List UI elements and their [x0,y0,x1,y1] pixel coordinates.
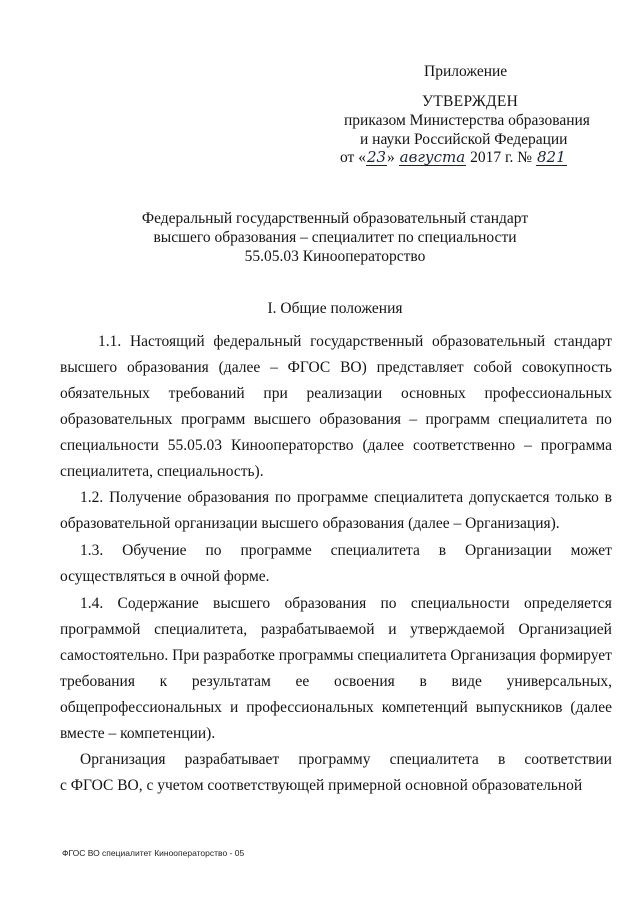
word: по [380,595,397,612]
paragraph-line [60,489,612,515]
word: – [270,359,278,376]
word: может [570,542,612,559]
word: и [388,621,397,638]
word: высшего [261,515,323,532]
word: профессиональных [484,385,612,402]
word: образования [127,359,209,376]
word: освоения [334,673,395,690]
word: основной [405,777,472,794]
word: специалитета, [154,621,248,638]
word: обязательных [60,385,150,402]
word: к [159,673,168,690]
paragraph-line [60,515,612,541]
word: Организация [450,647,536,664]
word: (далее [570,699,612,716]
word: в [438,542,447,559]
paragraph-line [60,725,612,751]
word: программы [278,647,354,664]
date-year: 2017 г. № [470,149,533,166]
word: Обучение [122,542,187,559]
word: образования [284,595,367,612]
word: компетенции). [120,725,216,742]
word: требования [60,673,135,690]
page-footer: ФГОС ВО специалитет Кинооператорство - 05 [62,848,245,858]
word: государственный [310,333,424,350]
word: – [453,515,466,532]
word: соответствующей [207,777,329,794]
word: представляет [376,359,464,376]
word: специалитета [373,489,464,506]
word: компетенций [381,699,468,716]
word: по [274,489,291,506]
word: Организации [465,542,552,559]
word: организации [174,515,262,532]
word: ФГОС [287,359,331,376]
paragraph-line [60,359,612,385]
word: учетом [157,777,208,794]
paragraph-line [60,437,612,463]
word: программой [60,621,141,638]
paragraph-1-3 [60,542,612,594]
word: разрабатывает [184,751,280,768]
word: ФГОС [70,777,118,794]
word: образования [187,489,270,506]
paragraph-line [60,673,612,699]
word: Организация). [465,515,560,532]
title-line: 55.05.03 Кинооператорство [244,248,426,265]
word: разрабатываемой [260,621,375,638]
word: ВО) [340,359,367,376]
word: – [409,411,418,428]
paragraph-line [60,621,612,647]
word: Получение [109,489,182,506]
word: утверждаемой [410,621,505,638]
word: Организацией [518,621,612,638]
word: стандарт [553,333,612,350]
date-day-handwritten: 23 [366,148,387,166]
word: При [172,647,200,664]
paragraph-line [60,463,612,489]
paragraph-1-1 [60,333,612,489]
word: (далее [218,359,261,376]
word: Настоящий [129,333,205,350]
word: (далее [362,437,405,454]
word: результатам [191,673,271,690]
word: по [595,411,612,428]
word: специалитета [389,751,479,768]
word: в [604,489,612,506]
title-line: Федеральный государственный образовательный стандарт [141,210,529,227]
word: специальности [60,437,159,454]
word: форме. [223,568,270,585]
word: образования [322,515,409,532]
word: 1.2. [80,489,104,506]
word: собой [473,359,513,376]
word: реализации [306,385,383,402]
word: специалитета [330,542,420,559]
word: осуществляться [60,568,170,585]
word: 55.05.03 [167,437,223,454]
word: программу [298,751,371,768]
word: в [169,568,181,585]
word: при [263,385,288,402]
title-line: высшего образования – специалитет по специальности [153,229,517,246]
word: (далее [408,515,454,532]
word: специальность). [156,463,264,480]
word: образовательный [432,333,546,350]
paragraph-line [60,411,612,437]
paragraph-line [60,542,612,568]
paragraph-1-4 [60,595,612,751]
word: программе [296,489,369,506]
paragraph-line [60,595,612,621]
word: в [497,751,506,768]
word: программ [180,411,246,428]
word: требований [168,385,245,402]
word: высшего [253,411,311,428]
word: допускается [468,489,550,506]
date-prefix: от « [340,149,366,166]
word: 1.4. [80,595,104,612]
word: выпускников [475,699,563,716]
word: – [524,437,532,454]
word: и [229,699,239,716]
paragraph-line [60,385,612,411]
word: только [555,489,599,506]
paragraph-line [60,568,612,594]
word: ее [295,673,310,690]
word: образовательных [60,411,173,428]
word: образовательной [471,777,583,794]
word: 1.1. [98,333,122,350]
word: специалитета [498,411,588,428]
word: специалитета [357,647,447,664]
word: образования [319,411,402,428]
word: виде [451,673,482,690]
order-issuer-line2: и науки Российской Федерации [360,131,568,148]
word: Кинооператорство [231,437,354,454]
word: определяется [523,595,612,612]
paragraph-line [60,699,612,725]
word: универсальных, [506,673,612,690]
word: 1.3. [80,542,104,559]
word: программ [425,411,490,428]
order-issuer-line1: приказом Министерства образования [344,112,590,129]
paragraph-line [60,333,612,359]
word: программе [240,542,312,559]
paragraph-line [60,751,612,777]
order-number-handwritten: 821 [536,148,566,166]
word: очной [180,568,224,585]
word: в [419,673,427,690]
word: соответствии [524,751,612,768]
word: федеральный [213,333,302,350]
word: – [108,725,121,742]
word: ВО, [117,777,147,794]
word: совокупность [521,359,612,376]
word: Организация [80,751,166,768]
approved-label: УТВЕРЖДЕН [422,93,519,110]
word: высшего [213,595,271,612]
word: по [205,542,222,559]
word: программа [540,437,612,454]
order-date-line [340,148,567,167]
date-mid: » [387,149,395,166]
word: формирует [539,647,612,664]
appendix-label: Приложение [424,63,508,80]
word: с [146,777,158,794]
document-title [60,209,610,266]
word: основных [400,385,466,402]
word: Содержание [117,595,199,612]
word: высшего [60,359,118,376]
word: примерной [328,777,406,794]
word: специалитета, [60,463,157,480]
word: образовательной [60,515,175,532]
paragraph-line [60,647,612,673]
paragraph-organization [60,751,612,803]
word: вместе [60,725,109,742]
word: разработке [203,647,275,664]
word: профессиональных [246,699,374,716]
word: общепрофессиональных [60,699,222,716]
word: самостоятельно. [60,647,169,664]
date-month-handwritten: августа [399,148,466,166]
word: соответственно [413,437,516,454]
paragraph-1-2 [60,489,612,541]
paragraph-line [60,777,612,803]
section-heading: I. Общие положения [267,300,403,317]
word: специальности [410,595,510,612]
word: с [60,777,71,794]
